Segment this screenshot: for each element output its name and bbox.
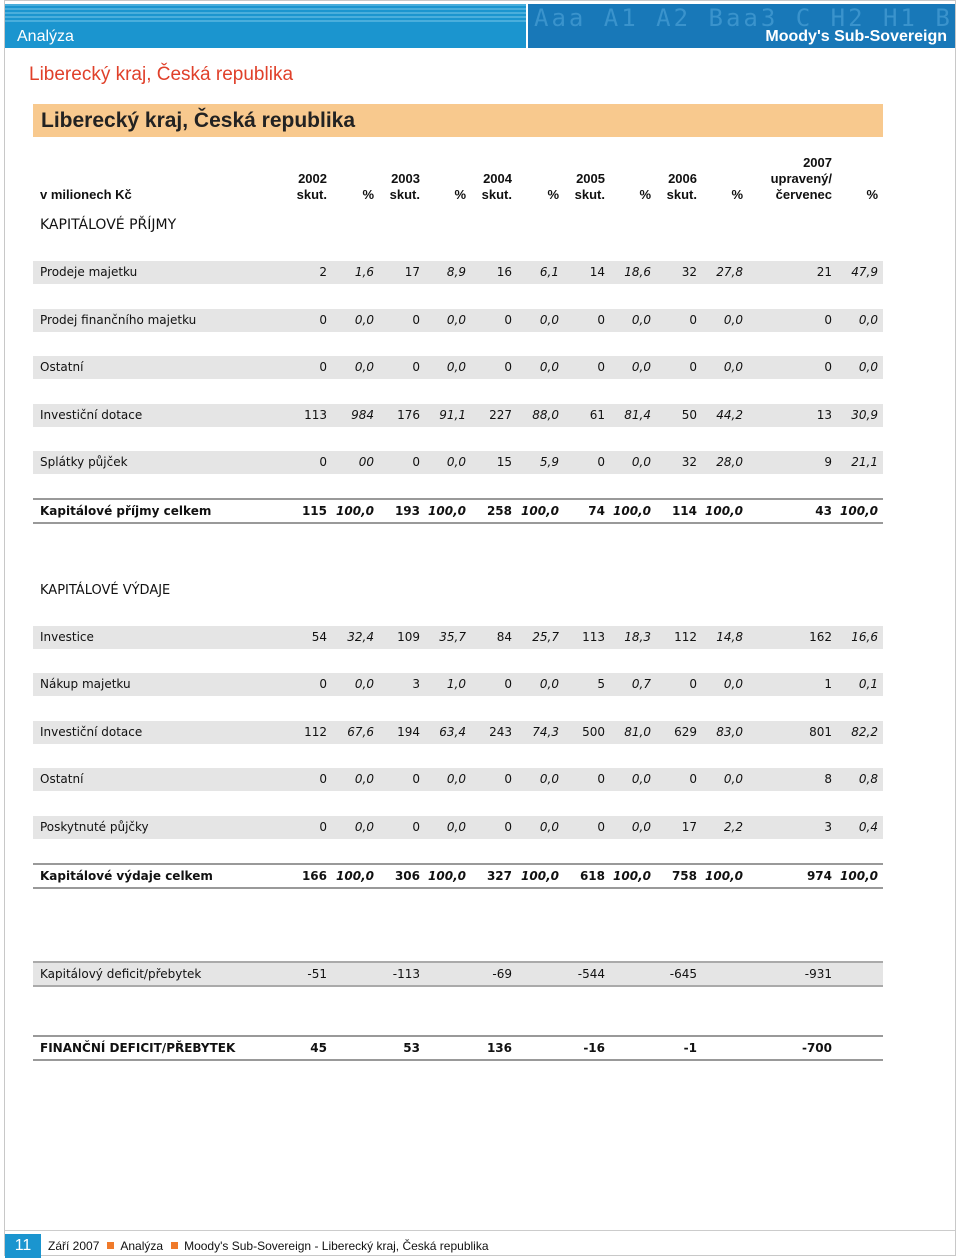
value-cell: 162 [809,630,832,644]
column-header-2006 [667,171,697,203]
column-header-line: červenec [775,187,832,202]
page-footer [5,1230,955,1257]
percent-cell: 0,0 [631,313,651,327]
value-cell: 0 [597,772,605,786]
value-cell: 109 [397,630,420,644]
percent-cell: 100,0 [613,869,651,883]
column-header-percent: % [454,187,466,202]
row-label: Splátky půjček [40,455,128,469]
row-label: Prodeje majetku [40,265,138,279]
column-header-line: 2002 [298,171,327,186]
column-header-line: 2007 [803,155,832,170]
financial-deficit-row [33,1035,883,1061]
column-header-2007 [771,155,832,203]
percent-cell: 100,0 [705,504,743,518]
value-cell: 0 [412,360,420,374]
row-label: Kapitálový deficit/přebytek [40,967,202,981]
percent-cell: 16,6 [851,630,878,644]
column-header-line: skut. [481,187,512,202]
percent-cell: 0,0 [723,313,743,327]
row-label: Prodej finančního majetku [40,313,197,327]
header-section-label: Analýza [17,28,74,45]
value-cell: 629 [674,725,697,739]
percent-cell: 0,0 [446,772,466,786]
column-header-line: upravený/ [770,171,832,186]
percent-cell: 8,9 [446,265,466,279]
value-cell: 0 [319,455,327,469]
value-cell: 258 [486,504,512,518]
column-header-2004 [482,171,512,203]
percent-cell: 14,8 [716,630,743,644]
table-row [33,309,883,332]
percent-cell: 83,0 [716,725,743,739]
value-cell: 0 [504,677,512,691]
column-header-line: 2005 [576,171,605,186]
value-cell: 15 [496,455,512,469]
percent-cell: 2,2 [723,820,743,834]
footer-bullet-icon [107,1242,114,1249]
percent-cell: 27,8 [716,265,743,279]
row-label: Nákup majetku [40,677,131,691]
value-cell: 112 [674,630,697,644]
percent-cell: 1,6 [354,265,374,279]
value-cell: -51 [307,967,327,981]
capital-deficit-row [33,961,883,987]
value-cell: 0 [689,360,697,374]
value-cell: 0 [504,360,512,374]
value-cell: 45 [310,1041,327,1055]
value-cell: 0 [824,360,832,374]
value-cell: 974 [806,869,832,883]
page-title: Liberecký kraj, Česká republika [29,64,294,85]
value-cell: 61 [589,408,605,422]
percent-cell: 0,0 [354,772,374,786]
footer-section: Analýza [120,1239,164,1253]
percent-cell: 88,0 [532,408,559,422]
column-header-2003 [390,171,420,203]
column-header-percent: % [362,187,374,202]
table-row [33,626,883,649]
value-cell: 0 [504,313,512,327]
value-cell: 618 [579,869,605,883]
percent-cell: 100,0 [428,869,466,883]
percent-cell: 0,0 [631,820,651,834]
percent-cell: 100,0 [840,504,878,518]
percent-cell: 0,0 [354,677,374,691]
percent-cell: 0,0 [539,820,559,834]
percent-cell: 44,2 [716,408,743,422]
value-cell: 1 [824,677,832,691]
footer-date: Září 2007 [48,1239,100,1253]
header-brand-bar [528,4,955,48]
value-cell: 0 [597,455,605,469]
value-cell: 115 [301,504,327,518]
percent-cell: 100,0 [840,869,878,883]
percent-cell: 100,0 [336,504,374,518]
percent-cell: 0,0 [539,360,559,374]
table-row [33,404,883,427]
value-cell: 114 [671,504,697,518]
value-cell: 0 [319,772,327,786]
header-brand-label: Moody's Sub-Sovereign [765,28,947,45]
percent-cell: 0,1 [858,677,878,691]
expense-total-row [33,863,883,889]
value-cell: 0 [319,820,327,834]
percent-cell: 0,0 [446,455,466,469]
column-header-percent: % [639,187,651,202]
value-cell: 0 [412,772,420,786]
footer-bullet-icon [171,1242,178,1249]
percent-cell: 984 [351,408,374,422]
value-cell: 227 [489,408,512,422]
row-label: Kapitálové výdaje celkem [40,869,213,883]
percent-cell: 0,0 [539,313,559,327]
percent-cell: 47,9 [851,265,878,279]
table-row [33,261,883,284]
value-cell: 0 [689,677,697,691]
value-cell: -645 [669,967,697,981]
value-cell: 0 [689,772,697,786]
percent-cell: 0,0 [723,360,743,374]
value-cell: 0 [319,677,327,691]
income-heading: KAPITÁLOVÉ PŘÍJMY [40,217,177,233]
value-cell: -16 [583,1041,605,1055]
percent-cell: 0,0 [446,313,466,327]
row-label: Kapitálové příjmy celkem [40,504,212,518]
column-header-line: skut. [296,187,327,202]
value-cell: 0 [412,313,420,327]
value-cell: 0 [504,772,512,786]
row-label: Investiční dotace [40,725,143,739]
column-header-2005 [575,171,605,203]
row-label: Investiční dotace [40,408,143,422]
percent-cell: 18,6 [624,265,651,279]
percent-cell: 0,0 [354,820,374,834]
column-header-percent: % [866,187,878,202]
percent-cell: 5,9 [539,455,559,469]
table-row [33,673,883,696]
value-cell: 0 [412,820,420,834]
value-cell: 17 [404,265,420,279]
footer-doc: Moody's Sub-Sovereign - Liberecký kraj, Česká republika [184,1239,489,1253]
value-cell: 243 [489,725,512,739]
value-cell: 112 [304,725,327,739]
percent-cell: 32,4 [347,630,374,644]
value-cell: 3 [824,820,832,834]
value-cell: 327 [486,869,512,883]
percent-cell: 0,0 [858,313,878,327]
value-cell: 14 [589,265,605,279]
percent-cell: 1,0 [446,677,466,691]
value-cell: 16 [496,265,512,279]
value-cell: 0 [319,360,327,374]
value-cell: 136 [486,1041,512,1055]
percent-cell: 100,0 [705,869,743,883]
percent-cell: 100,0 [521,869,559,883]
percent-cell: 81,4 [624,408,651,422]
column-header-line: 2006 [668,171,697,186]
row-label: Ostatní [40,772,84,786]
value-cell: -113 [392,967,420,981]
value-cell: 0 [412,455,420,469]
expense-heading: KAPITÁLOVÉ VÝDAJE [40,583,171,598]
title-band [33,104,883,137]
value-cell: -544 [577,967,605,981]
column-header-line: skut. [389,187,420,202]
percent-cell: 74,3 [532,725,559,739]
table-row [33,356,883,379]
percent-cell: 0,0 [631,360,651,374]
value-cell: 3 [412,677,420,691]
column-header-line: 2004 [483,171,512,186]
percent-cell: 0,0 [354,313,374,327]
value-cell: -69 [492,967,512,981]
table-row [33,816,883,839]
row-label: FINANČNÍ DEFICIT/PŘEBYTEK [40,1041,236,1055]
column-header-line: skut. [574,187,605,202]
value-cell: 74 [588,504,605,518]
percent-cell: 25,7 [532,630,559,644]
percent-cell: 28,0 [716,455,743,469]
percent-cell: 100,0 [428,504,466,518]
percent-cell: 81,0 [624,725,651,739]
value-cell: 0 [597,313,605,327]
column-header-line: 2003 [391,171,420,186]
value-cell: 32 [681,455,697,469]
value-cell: 193 [394,504,420,518]
value-cell: 0 [689,313,697,327]
table-row [33,768,883,791]
value-cell: 17 [681,820,697,834]
percent-cell: 0,0 [631,772,651,786]
value-cell: 50 [681,408,697,422]
column-header-percent: % [547,187,559,202]
row-label: Poskytnuté půjčky [40,820,149,834]
value-cell: 13 [816,408,832,422]
value-cell: 166 [301,869,327,883]
percent-cell: 100,0 [521,504,559,518]
table-row [33,451,883,474]
percent-cell: 30,9 [851,408,878,422]
percent-cell: 0,0 [539,677,559,691]
column-header-percent: % [731,187,743,202]
income-total-row [33,498,883,524]
value-cell: 54 [311,630,327,644]
value-cell: 113 [304,408,327,422]
percent-cell: 63,4 [439,725,466,739]
percent-cell: 00 [358,455,374,469]
value-cell: 113 [582,630,605,644]
value-cell: 0 [504,820,512,834]
percent-cell: 100,0 [336,869,374,883]
value-cell: 0 [319,313,327,327]
percent-cell: 0,0 [446,360,466,374]
percent-cell: 35,7 [439,630,466,644]
percent-cell: 0,0 [723,772,743,786]
header-rating-pattern: Aaa A1 A2 Baa3 C H2 H1 B [534,4,953,32]
column-header-2002 [297,171,327,203]
table-row [33,721,883,744]
percent-cell: 0,8 [858,772,878,786]
percent-cell: 0,0 [539,772,559,786]
value-cell: 53 [403,1041,420,1055]
percent-cell: 0,0 [631,455,651,469]
percent-cell: 0,4 [858,820,878,834]
value-cell: 0 [597,820,605,834]
percent-cell: 0,0 [858,360,878,374]
value-cell: 8 [824,772,832,786]
row-label: Investice [40,630,94,644]
value-cell: 194 [397,725,420,739]
value-cell: 9 [824,455,832,469]
value-cell: -700 [801,1041,832,1055]
percent-cell: 67,6 [347,725,374,739]
percent-cell: 82,2 [851,725,878,739]
percent-cell: 6,1 [539,265,559,279]
value-cell: -931 [804,967,832,981]
value-cell: 306 [394,869,420,883]
value-cell: 32 [681,265,697,279]
unit-label: v milionech Kč [40,187,132,202]
percent-cell: 0,0 [354,360,374,374]
percent-cell: 100,0 [613,504,651,518]
value-cell: 84 [496,630,512,644]
footer-text [48,1239,489,1253]
percent-cell: 0,0 [446,820,466,834]
value-cell: 2 [319,265,327,279]
value-cell: 801 [809,725,832,739]
row-label: Ostatní [40,360,84,374]
value-cell: 176 [397,408,420,422]
value-cell: 500 [582,725,605,739]
percent-cell: 21,1 [851,455,878,469]
value-cell: 0 [597,360,605,374]
value-cell: 43 [815,504,832,518]
header-section-bar [5,4,526,48]
value-cell: 5 [597,677,605,691]
value-cell: 21 [816,265,832,279]
percent-cell: 0,0 [723,677,743,691]
value-cell: 0 [824,313,832,327]
value-cell: -1 [683,1041,697,1055]
percent-cell: 91,1 [439,408,466,422]
band-title: Liberecký kraj, Česká republika [41,109,356,132]
header-stripes [5,4,526,22]
column-header-line: skut. [666,187,697,202]
percent-cell: 18,3 [624,630,651,644]
value-cell: 758 [671,869,697,883]
page-number: 11 [5,1234,41,1258]
percent-cell: 0,7 [631,677,651,691]
